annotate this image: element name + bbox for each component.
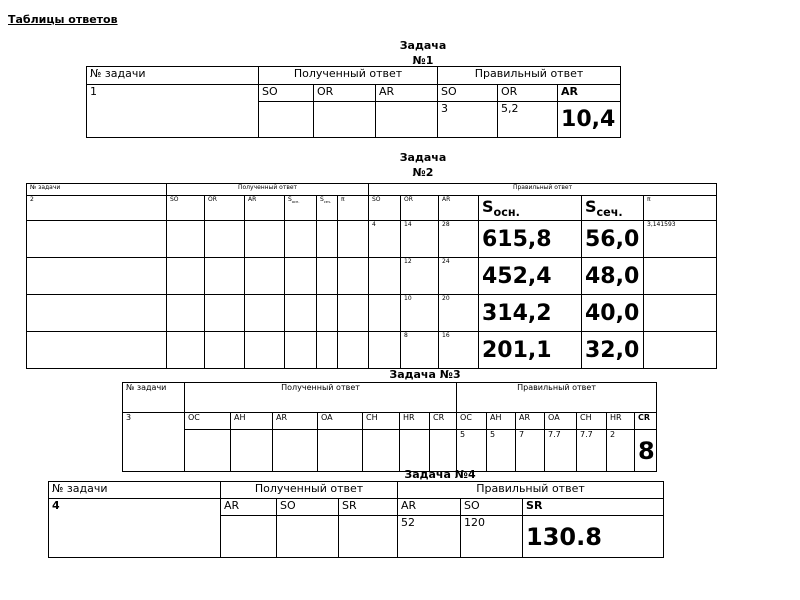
task1-header-number: № задачи — [87, 67, 259, 85]
task2-value-ar: 16 — [439, 332, 479, 369]
task2-value-so — [369, 332, 401, 369]
task2-value-pi — [644, 258, 717, 295]
task4-received-col: SO — [277, 499, 339, 516]
task3-header-number: № задачи — [123, 383, 185, 413]
task2-received-input[interactable] — [317, 258, 338, 295]
task2-correct-col: SO — [369, 196, 401, 221]
task2-received-input[interactable] — [205, 221, 245, 258]
task4-correct-value: 52 — [398, 516, 461, 558]
task2-received-input[interactable] — [245, 258, 285, 295]
task4-correct-col: SO — [461, 499, 523, 516]
task2-table — [26, 183, 717, 369]
task1-header-correct: Правильный ответ — [438, 67, 621, 85]
task2-value-so — [369, 258, 401, 295]
task2-correct-col: AR — [439, 196, 479, 221]
task2-received-input[interactable] — [317, 332, 338, 369]
task1-correct-col: AR — [558, 85, 621, 102]
task3-correct-col: AH — [487, 413, 516, 430]
task2-header-received: Полученный ответ — [167, 184, 369, 196]
task3-received-input[interactable] — [231, 430, 273, 472]
task3-correct-col: OC — [457, 413, 487, 430]
task2-received-s-label: S — [320, 196, 324, 203]
task4-header-correct: Правильный ответ — [398, 482, 664, 499]
task3-received-input[interactable] — [400, 430, 430, 472]
task1-correct-value: 10,4 — [558, 102, 621, 138]
task2-correct-col — [582, 196, 644, 221]
table-row — [27, 332, 717, 369]
task2-correct-s-sub: осн. — [493, 206, 520, 220]
task2-received-input[interactable] — [167, 221, 205, 258]
task2-received-col: SO — [167, 196, 205, 221]
task2-received-s-sub: осн. — [291, 200, 300, 205]
task2-value-ssech: 48,0 — [582, 258, 644, 295]
task1-number-cell: 1 — [87, 85, 259, 138]
task2-value-pi — [644, 332, 717, 369]
task2-value-so: 4 — [369, 221, 401, 258]
task2-received-input[interactable] — [205, 258, 245, 295]
task4-received-input[interactable] — [221, 516, 277, 558]
task3-received-input[interactable] — [185, 430, 231, 472]
task2-value-ssech: 56,0 — [582, 221, 644, 258]
task3-received-input[interactable] — [430, 430, 457, 472]
task2-value-or: 10 — [401, 295, 439, 332]
task3-correct-col: OA — [545, 413, 577, 430]
task4-number-cell: 4 — [49, 499, 221, 558]
task2-value-ssech: 32,0 — [582, 332, 644, 369]
task2-value-pi — [644, 295, 717, 332]
task2-value-ar: 24 — [439, 258, 479, 295]
task1-table — [86, 66, 621, 138]
task2-value-so — [369, 295, 401, 332]
task2-received-col — [317, 196, 338, 221]
task3-received-col: AH — [231, 413, 273, 430]
task2-received-input[interactable] — [338, 332, 369, 369]
task2-received-input[interactable] — [205, 295, 245, 332]
task2-received-col: AR — [245, 196, 285, 221]
task4-received-col: AR — [221, 499, 277, 516]
task1-received-input[interactable] — [376, 102, 438, 138]
task2-value-ar: 28 — [439, 221, 479, 258]
task2-received-input[interactable] — [167, 332, 205, 369]
task4-correct-value: 130.8 — [523, 516, 664, 558]
task2-title-line1: Задача — [399, 151, 447, 164]
task2-correct-s-label: S — [585, 196, 597, 216]
task2-received-input[interactable] — [338, 295, 369, 332]
task2-value-ar: 20 — [439, 295, 479, 332]
task2-received-input[interactable] — [245, 221, 285, 258]
task2-header-number: № задачи — [27, 184, 167, 196]
task2-received-col: OR — [205, 196, 245, 221]
task2-value-sosn: 452,4 — [479, 258, 582, 295]
task2-number-cell: 2 — [27, 196, 167, 221]
task2-received-input[interactable] — [317, 221, 338, 258]
document-title: Таблицы ответов — [8, 13, 118, 26]
task4-title: Задача №4 — [404, 468, 476, 481]
task2-value-sosn: 615,8 — [479, 221, 582, 258]
task3-correct-value: 5 — [457, 430, 487, 472]
task2-correct-s-label: S — [482, 196, 494, 216]
task3-received-input[interactable] — [318, 430, 363, 472]
task3-received-input[interactable] — [273, 430, 318, 472]
task2-value-or: 12 — [401, 258, 439, 295]
task2-correct-col — [479, 196, 582, 221]
task2-received-input[interactable] — [285, 295, 317, 332]
task2-received-input[interactable] — [338, 258, 369, 295]
task2-number-empty — [27, 221, 167, 258]
task3-received-col: HR — [400, 413, 430, 430]
task4-header-received: Полученный ответ — [221, 482, 398, 499]
task3-received-col: CH — [363, 413, 400, 430]
task4-correct-col: SR — [523, 499, 664, 516]
task1-correct-value: 5,2 — [498, 102, 558, 138]
task1-title-line1: Задача — [399, 39, 447, 52]
task2-value-or: 8 — [401, 332, 439, 369]
task3-correct-col: HR — [607, 413, 635, 430]
task4-correct-value: 120 — [461, 516, 523, 558]
task1-received-input[interactable] — [259, 102, 314, 138]
task4-received-input[interactable] — [277, 516, 339, 558]
task2-correct-col: OR — [401, 196, 439, 221]
task2-received-input[interactable] — [285, 221, 317, 258]
task1-received-col: AR — [376, 85, 438, 102]
task4-correct-col: AR — [398, 499, 461, 516]
task2-received-input[interactable] — [245, 295, 285, 332]
task2-value-sosn: 201,1 — [479, 332, 582, 369]
task3-table — [122, 382, 657, 472]
task2-received-input[interactable] — [245, 332, 285, 369]
task2-value-pi: 3,141593 — [644, 221, 717, 258]
task1-correct-col: SO — [438, 85, 498, 102]
task2-received-input[interactable] — [167, 258, 205, 295]
table-row — [27, 258, 717, 295]
task3-correct-value: 7 — [516, 430, 545, 472]
task3-received-col: OA — [318, 413, 363, 430]
task3-header-correct: Правильный ответ — [457, 383, 657, 413]
task3-correct-value: 8 — [635, 430, 657, 472]
task2-received-col: π — [338, 196, 369, 221]
task2-correct-col: π — [644, 196, 717, 221]
task2-correct-s-sub: сеч. — [596, 206, 623, 220]
task2-received-input[interactable] — [205, 332, 245, 369]
task3-title: Задача №3 — [389, 368, 461, 381]
task3-correct-value: 2 — [607, 430, 635, 472]
task3-received-col: CR — [430, 413, 457, 430]
task2-value-or: 14 — [401, 221, 439, 258]
task4-header-number: № задачи — [49, 482, 221, 499]
task2-received-input[interactable] — [285, 258, 317, 295]
task3-received-input[interactable] — [363, 430, 400, 472]
task3-correct-value: 7.7 — [577, 430, 607, 472]
task1-received-col: OR — [314, 85, 376, 102]
task4-received-col: SR — [339, 499, 398, 516]
task1-received-input[interactable] — [314, 102, 376, 138]
task2-received-input[interactable] — [167, 295, 205, 332]
task3-received-col: AR — [273, 413, 318, 430]
task4-table — [48, 481, 664, 558]
task2-received-s-label: S — [288, 196, 292, 203]
task3-correct-col: CH — [577, 413, 607, 430]
task1-received-col: SO — [259, 85, 314, 102]
task1-header-received: Полученный ответ — [259, 67, 438, 85]
table-row — [27, 295, 717, 332]
task2-received-col — [285, 196, 317, 221]
task2-number-empty — [27, 332, 167, 369]
task3-correct-col: AR — [516, 413, 545, 430]
task2-value-ssech: 40,0 — [582, 295, 644, 332]
task2-title-line2: №2 — [412, 166, 434, 179]
task3-header-received: Полученный ответ — [185, 383, 457, 413]
task3-correct-col: CR — [635, 413, 657, 430]
task1-correct-col: OR — [498, 85, 558, 102]
task3-received-col: OC — [185, 413, 231, 430]
task4-received-input[interactable] — [339, 516, 398, 558]
task2-received-input[interactable] — [285, 332, 317, 369]
task2-value-sosn: 314,2 — [479, 295, 582, 332]
task3-number-cell: 3 — [123, 413, 185, 472]
task1-correct-value: 3 — [438, 102, 498, 138]
task2-header-correct: Правильный ответ — [369, 184, 717, 196]
task3-correct-value: 5 — [487, 430, 516, 472]
task2-received-input[interactable] — [338, 221, 369, 258]
task2-number-empty — [27, 258, 167, 295]
task1-title — [395, 38, 451, 68]
table-row — [27, 221, 717, 258]
task1-title-line2: №1 — [412, 54, 434, 67]
task2-received-input[interactable] — [317, 295, 338, 332]
task2-number-empty — [27, 295, 167, 332]
task3-correct-value: 7.7 — [545, 430, 577, 472]
task2-title — [395, 150, 451, 180]
task2-received-s-sub: сеч. — [323, 200, 332, 205]
